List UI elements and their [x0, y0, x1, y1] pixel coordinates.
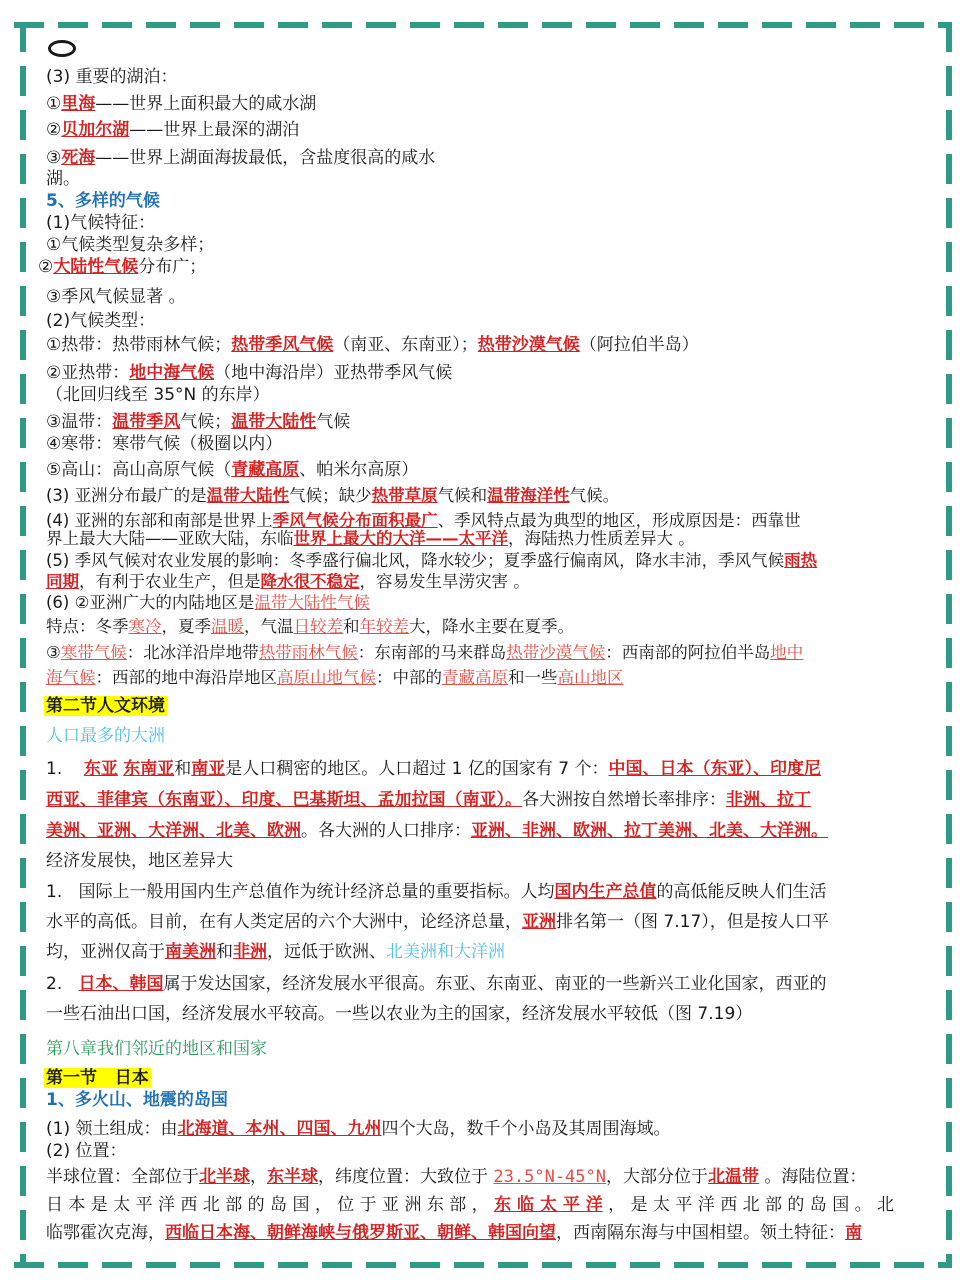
section2-title: 第二节人文环境 [46, 696, 165, 716]
lake-item-cont: 湖。 [46, 169, 80, 189]
section2-b1: 1. 东亚 东南亚和南亚是人口稠密的地区。人口超过 1 亿的国家有 7 个：中国、日本（东亚）、印度尼 [46, 759, 822, 779]
econ-p2-cont: 一些石油出口国，经济发展水平较高。一些以农业为主的国家，经济发展水平较低（图 7.19） [46, 1004, 753, 1024]
econ-heading: 经济发展快，地区差异大 [46, 851, 233, 871]
climate-f3: ③季风气候显著 。 [46, 287, 186, 307]
japan-q1: (1) 领土组成：由北海道、本州、四国、九州四个大岛，数千个小岛及其周围海域。 [46, 1119, 671, 1139]
frame-border-left [20, 22, 26, 1268]
climate-t3: ③温带：温带季风气候；温带大陆性气候 [46, 412, 351, 432]
chapter8-title: 第八章我们邻近的地区和国家 [46, 1039, 267, 1059]
climate-feat: (1)气候特征： [46, 213, 156, 233]
lakes-heading: (3) 重要的湖泊： [46, 67, 178, 87]
section2-b2: 西亚、菲律宾（东南亚）、印度、巴基斯坦、孟加拉国（南亚）。各大洲按自然增长率排序：非洲、拉丁 [46, 790, 811, 810]
japan-q5: 临鄂霍次克海，西临日本海、朝鲜海峡与俄罗斯亚、朝鲜、韩国向望，西南隔东海与中国相望。领土特征：南 [46, 1223, 862, 1243]
climate-f2: ②大陆性气候分布广； [38, 257, 207, 277]
chapter8-section: 第一节 日本 [46, 1068, 149, 1088]
climate-title: 5、多样的气候 [46, 191, 160, 211]
ring-glyph [48, 40, 76, 57]
lake-item: ①里海——世界上面积最大的咸水湖 [46, 94, 317, 114]
japan-q4: 日 本 是 太 平 洋 西 北 部 的 岛 国 ， 位 于 亚 洲 东 部 ， 东 临 太 平 洋 ， 是 太 平 洋 西 北 部 的 岛 国 。 北 [46, 1195, 895, 1215]
climate-p5: (5) 季风气候对农业发展的影响：冬季盛行偏北风，降水较少；夏季盛行偏南风，降水丰沛，季风气候雨热 [46, 551, 818, 570]
climate-t5: ⑤高山：高山高原气候（青藏高原、帕米尔高原） [46, 460, 419, 480]
econ-p1: 1. 国际上一般用国内生产总值作为统计经济总量的重要指标。人均国内生产总值的高低能反映人们生活 [46, 882, 827, 902]
section2-b3: 美洲、亚洲、大洋洲、北美、欧洲。各大洲的人口排序：亚洲、非洲、欧洲、拉丁美洲、北美、大洋洲。 [46, 821, 828, 841]
climate-p6-cont: 特点：冬季寒冷，夏季温暖，气温日较差和年较差大，降水主要在夏季。 [46, 617, 574, 636]
climate-p5-cont: 同期，有利于农业生产，但是降水很不稳定，容易发生旱涝灾害 。 [46, 572, 530, 591]
frame-border-top [14, 22, 946, 28]
section2-subtitle: 人口最多的大洲 [46, 726, 165, 746]
climate-p3: (3) 亚洲分布最广的是温带大陆性气候；缺少热带草原气候和温带海洋性气候。 [46, 486, 620, 505]
japan-q2: (2) 位置： [46, 1141, 127, 1161]
climate-p4: (4) 亚洲的东部和南部是世界上季风气候分布面积最广、季风特点最为典型的地区，形成原因是：西靠世 [46, 511, 801, 530]
econ-p1-cont: 水平的高低。目前，在有人类定居的六个大洲中，论经济总量，亚洲排名第一（图 7.17），但是按人口平 [46, 912, 829, 932]
climate-p4-cont: 界上最大大陆——亚欧大陆，东临世界上最大的大洋——太平洋，海陆热力性质差异大 。 [46, 529, 695, 548]
climate-f1: ①气候类型复杂多样； [46, 235, 215, 255]
climate-p7-cont: 海气候：西部的地中海沿岸地区高原山地气候：中部的青藏高原和一些高山地区 [46, 668, 624, 687]
climate-t4: ④寒带：寒带气候（极圈以内） [46, 434, 283, 454]
econ-p1-cont2: 均，亚洲仅高于南美洲和非洲，远低于欧洲、北美洲和大洋洲 [46, 942, 505, 962]
lake-item: ③死海——世界上湖面海拔最低，含盐度很高的咸水 [46, 148, 436, 168]
climate-t2: ②亚热带：地中海气候（地中海沿岸）亚热带季风气候 [46, 363, 453, 383]
document-content [38, 36, 956, 1272]
climate-types: (2)气候类型： [46, 311, 156, 331]
japan-q3: 半球位置：全部位于北半球，东半球，纬度位置：大致位于 23.5°N-45°N，大部分位于北温带 。海陆位置： [46, 1167, 867, 1187]
climate-p6: (6) ②亚洲广大的内陆地区是温带大陆性气候 [46, 593, 370, 612]
climate-p7: ③寒带气候：北冰洋沿岸地带热带雨林气候：东南部的马来群岛热带沙漠气候：西南部的阿拉伯半岛地中 [46, 643, 804, 662]
econ-p2: 2. 日本、韩国属于发达国家，经济发展水平很高。东亚、东南亚、南亚的一些新兴工业化国家，西亚的 [46, 974, 827, 994]
climate-t1: ①热带：热带雨林气候；热带季风气候（南亚、东南亚）；热带沙漠气候（阿拉伯半岛） [46, 335, 699, 355]
chapter8-subtitle: 1、多火山、地震的岛国 [46, 1090, 228, 1110]
climate-t2-cont: （北回归线至 35°N 的东岸） [46, 385, 270, 405]
lake-item: ②贝加尔湖——世界上最深的湖泊 [46, 120, 300, 140]
